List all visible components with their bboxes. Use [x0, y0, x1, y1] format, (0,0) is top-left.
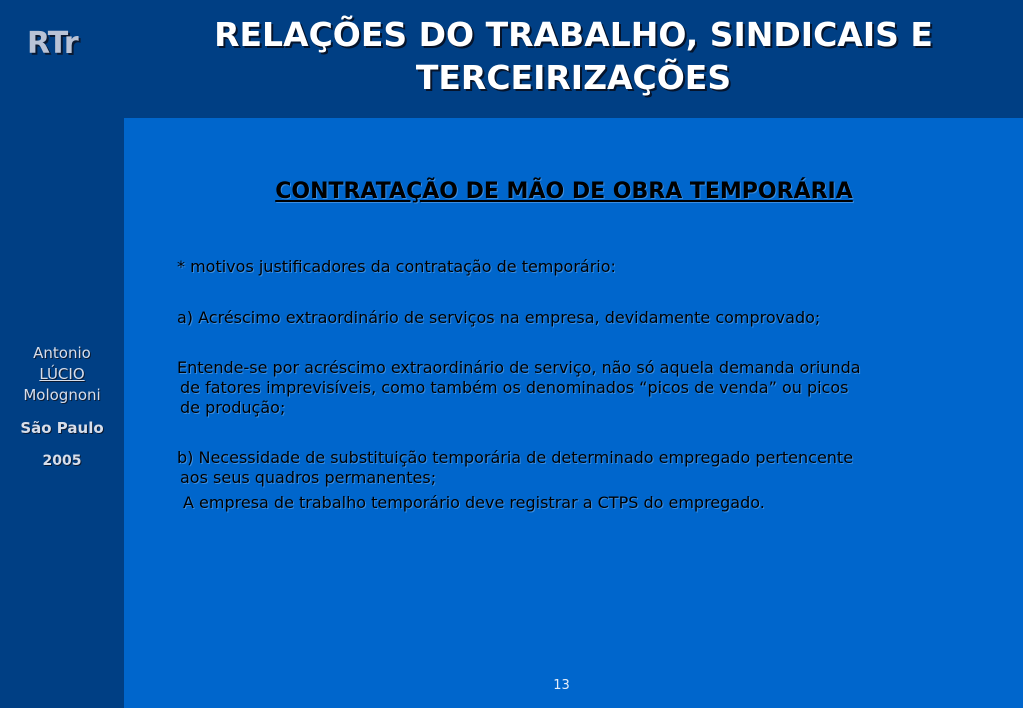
paragraph-explanation: [177, 358, 977, 418]
title-line-2: TERCEIRIZAÇÕES: [415, 58, 732, 97]
page-number: 13: [553, 678, 570, 693]
section-subtitle: CONTRATAÇÃO DE MÃO DE OBRA TEMPORÁRIA: [275, 179, 853, 204]
author-block: [0, 343, 124, 472]
item-b-line-2: aos seus quadros permanentes;: [180, 468, 437, 487]
item-b-line-1: b) Necessidade de substituição temporária de determinado empregado pertencente: [177, 448, 854, 467]
rtr-logo: RTr: [27, 26, 78, 61]
author-middle-name: LÚCIO: [39, 365, 85, 383]
title-line-1: RELAÇÕES DO TRABALHO, SINDICAIS E: [214, 15, 933, 54]
author-last-name: Molognoni: [23, 386, 101, 404]
year-label: 2005: [42, 453, 82, 469]
paragraph-item-a: a) Acréscimo extraordinário de serviços na empresa, devidamente comprovado;: [177, 308, 821, 327]
explanation-line-1: Entende-se por acréscimo extraordinário de serviço, não só aquela demanda oriunda: [177, 358, 861, 377]
author-first-name: Antonio: [33, 344, 91, 362]
explanation-line-2: de fatores imprevisíveis, como também os denominados “picos de venda” ou picos: [180, 378, 849, 397]
explanation-line-3: de produção;: [180, 398, 286, 417]
paragraph-item-b: [177, 448, 977, 488]
page-title: [124, 13, 1023, 99]
city-label: São Paulo: [20, 419, 104, 437]
paragraph-motivos: * motivos justificadores da contratação de temporário:: [177, 257, 616, 276]
sidebar: [0, 0, 124, 708]
content-panel: [124, 118, 1023, 708]
paragraph-ctps: A empresa de trabalho temporário deve registrar a CTPS do empregado.: [183, 493, 765, 512]
